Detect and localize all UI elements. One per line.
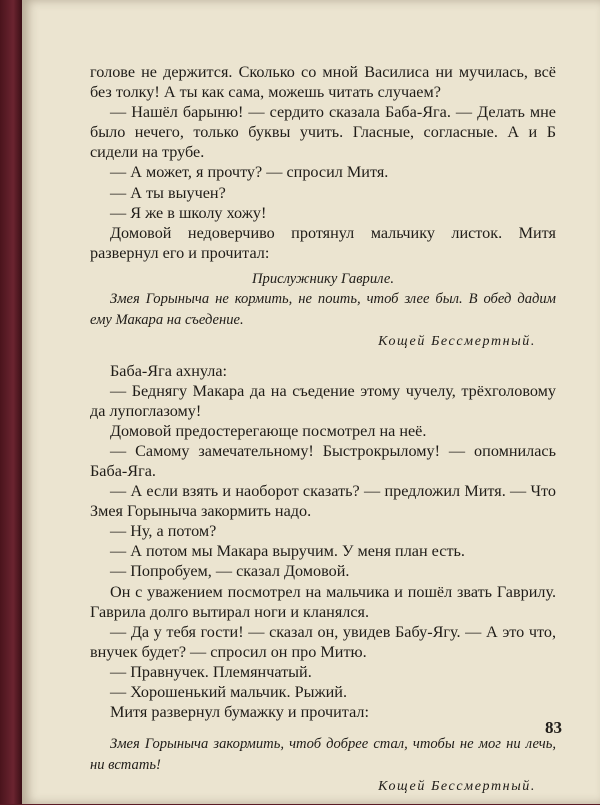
letter-heading: Прислужнику Гавриле.	[252, 270, 394, 287]
dialogue-line: — Я же в школу хожу!	[110, 203, 267, 222]
narration-line: Баба-Яга ахнула:	[110, 361, 228, 380]
letter-signature: Кощей Бессмертный.	[378, 779, 536, 795]
dialogue-line: — Правнучек. Племянчатый.	[110, 662, 312, 681]
letter-two	[90, 734, 556, 797]
narration-line: Домовой предостерегающе посмотрел на неё.	[110, 421, 427, 440]
dialogue-line: — А потом мы Макара выручим. У меня план есть.	[110, 542, 465, 561]
dialogue-line: — Ну, а потом?	[110, 522, 217, 541]
dialogue-line: — Самому замечательному! Быстрокрылому! — опомнилась Баба-Яга.	[90, 441, 556, 480]
paragraph-continued: голове не держится. Сколько со мной Василиса ни мучилась, всё без толку! А ты как сама, можешь читать случаем?	[90, 63, 556, 102]
dialogue-line: — Хорошенький мальчик. Рыжий.	[110, 683, 348, 702]
spacer	[90, 722, 556, 734]
letter-one	[90, 269, 556, 353]
dialogue-line: — Попробуем, — сказал Домовой.	[110, 562, 350, 581]
page-number: 83	[545, 718, 562, 737]
dialogue-line: — А ты выучен?	[110, 183, 226, 202]
dialogue-line: — А может, я прочту? — спросил Митя.	[110, 163, 389, 182]
dialogue-line: — Да у тебя гости! — сказал он, увидев Бабу-Ягу. — А это что, внучек будет? — спросил он про Митю.	[90, 622, 556, 661]
dialogue-line: — Нашёл барыню! — сердито сказала Баба-Яга. — Делать мне было нечего, только буквы учить. Гласные, согласные. А и Б сидели на трубе.	[90, 103, 556, 162]
book-spine	[0, 0, 22, 804]
letter-signature: Кощей Бессмертный.	[378, 334, 536, 350]
page-text	[90, 62, 556, 805]
dialogue-line: — А если взять и наоборот сказать? — предложил Митя. — Что Змея Горыныча закормить надо.	[90, 482, 556, 521]
narration-line: Домовой недоверчиво протянул мальчику листок. Митя развернул его и прочитал:	[90, 223, 556, 262]
narration-line: Митя развернул бумажку и прочитал:	[110, 703, 369, 722]
letter-body: Змея Горыныча не кормить, не поить, чтоб злее был. В обед дадим ему Макара на съедение.	[90, 291, 556, 328]
narration-line: Он с уважением посмотрел на мальчика и пошёл звать Гаврилу. Гаврила долго вытирал ноги и кланялся.	[90, 582, 556, 621]
book-page	[22, 0, 600, 804]
letter-body: Змея Горыныча закормить, чтоб добрее стал, чтобы не мог ни лечь, ни встать!	[90, 736, 556, 773]
dialogue-line: — Беднягу Макара да на съедение этому чучелу, трёхголовому да лупоглазому!	[90, 381, 556, 420]
